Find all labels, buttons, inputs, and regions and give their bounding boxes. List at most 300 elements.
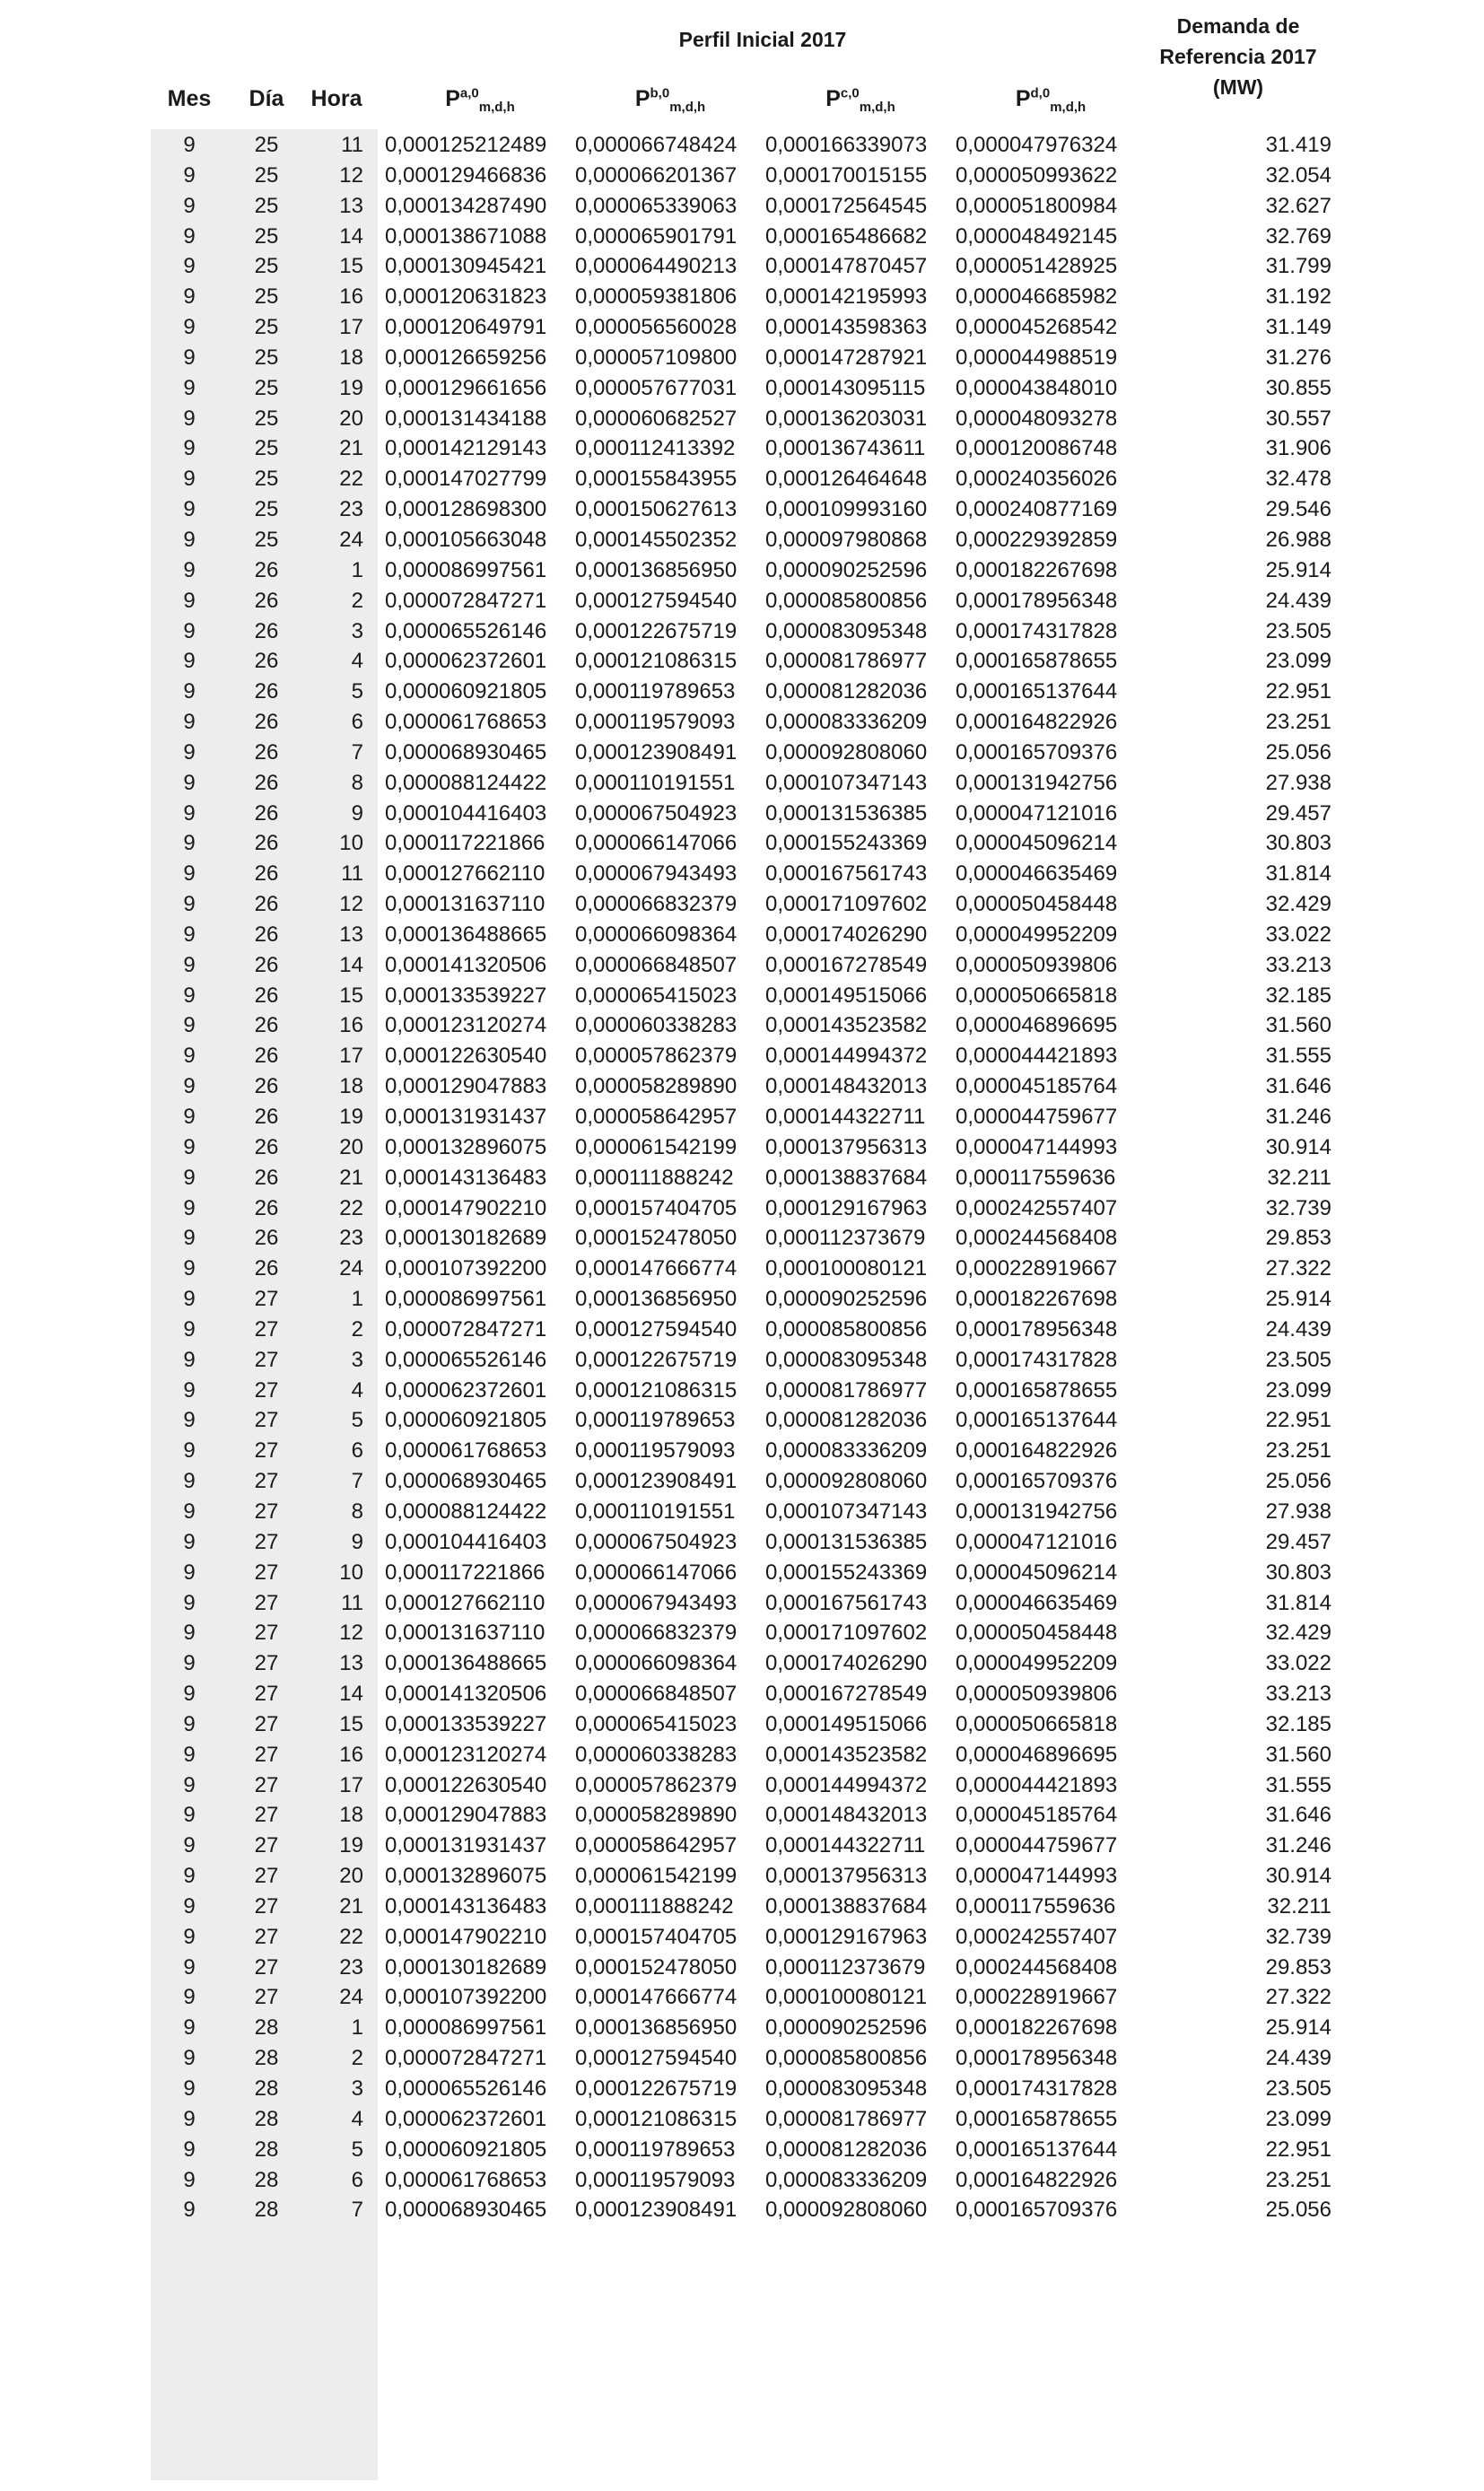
cell-pb: 0,000066832379: [575, 1621, 738, 1646]
table-row: [0, 555, 1484, 586]
cell-hora: 12: [339, 1621, 363, 1646]
cell-mes: 9: [183, 1772, 196, 1797]
cell-hora: 2: [351, 1316, 363, 1342]
cell-mes: 9: [183, 527, 196, 552]
cell-pb: 0,000067943493: [575, 861, 738, 887]
cell-pd: 0,000047144993: [956, 1864, 1118, 1889]
pd-sub: m,d,h: [1050, 100, 1087, 115]
cell-pa: 0,000143136483: [385, 1165, 547, 1190]
cell-pa: 0,000122630540: [385, 1044, 547, 1069]
cell-mes: 9: [183, 1954, 196, 1980]
cell-pd: 0,000044988519: [956, 345, 1118, 370]
cell-pc: 0,000174026290: [765, 922, 928, 947]
cell-dia: 26: [254, 588, 279, 613]
table-row: [0, 1163, 1484, 1193]
cell-dia: 26: [254, 557, 279, 582]
cell-dem: 29.457: [1265, 800, 1331, 826]
cell-dem: 22.951: [1265, 2137, 1331, 2162]
cell-pc: 0,000081786977: [765, 649, 928, 674]
cell-mes: 9: [183, 892, 196, 917]
cell-pd: 0,000050458448: [956, 892, 1118, 917]
pb-sup: b,0: [650, 85, 670, 101]
cell-pd: 0,000043848010: [956, 375, 1118, 400]
cell-pd: 0,000050993622: [956, 162, 1118, 188]
cell-hora: 1: [351, 1287, 363, 1312]
cell-pc: 0,000155243369: [765, 1560, 928, 1585]
cell-pc: 0,000085800856: [765, 1316, 928, 1342]
cell-pd: 0,000048093278: [956, 406, 1118, 431]
cell-pa: 0,000131637110: [385, 892, 546, 917]
table-row: [0, 1376, 1484, 1406]
cell-pa: 0,000129466836: [385, 162, 547, 188]
cell-dem: 31.560: [1265, 1013, 1331, 1038]
cell-mes: 9: [183, 1013, 196, 1038]
cell-hora: 17: [339, 1044, 363, 1069]
cell-pb: 0,000067504923: [575, 1529, 738, 1554]
cell-pa: 0,000132896075: [385, 1134, 547, 1159]
cell-dia: 25: [254, 497, 279, 522]
table-row: [0, 1132, 1484, 1163]
cell-pa: 0,000117221866: [385, 1560, 546, 1585]
cell-dia: 26: [254, 739, 279, 765]
cell-hora: 10: [339, 1560, 363, 1585]
cell-pb: 0,000157404705: [575, 1924, 738, 1949]
cell-pc: 0,000083095348: [765, 2076, 928, 2101]
cell-mes: 9: [183, 1044, 196, 1069]
cell-dia: 26: [254, 770, 279, 795]
table-row: [0, 2013, 1484, 2043]
cell-hora: 18: [339, 1803, 363, 1828]
cell-pc: 0,000090252596: [765, 2015, 928, 2041]
cell-pb: 0,000058289890: [575, 1803, 738, 1828]
cell-mes: 9: [183, 1529, 196, 1554]
cell-pa: 0,000065526146: [385, 2076, 547, 2101]
table-row: [0, 920, 1484, 950]
cell-pd: 0,000229392859: [956, 527, 1118, 552]
cell-pa: 0,000132896075: [385, 1864, 547, 1889]
cell-pb: 0,000147666774: [575, 1985, 738, 2010]
table-row: [0, 1466, 1484, 1497]
cell-pa: 0,000147902210: [385, 1195, 547, 1220]
cell-pb: 0,000059381806: [575, 284, 738, 310]
table-row: [0, 1709, 1484, 1740]
cell-dem: 31.560: [1265, 1742, 1331, 1767]
cell-pc: 0,000126464648: [765, 467, 928, 492]
cell-dia: 26: [254, 1165, 279, 1190]
cell-mes: 9: [183, 922, 196, 947]
table-row: [0, 1740, 1484, 1770]
cell-dem: 22.951: [1265, 1408, 1331, 1433]
cell-mes: 9: [183, 1803, 196, 1828]
cell-pd: 0,000242557407: [956, 1924, 1118, 1949]
cell-hora: 21: [339, 1165, 363, 1190]
cell-dia: 26: [254, 679, 279, 704]
cell-pd: 0,000240356026: [956, 467, 1118, 492]
cell-mes: 9: [183, 2076, 196, 2101]
cell-dem: 25.056: [1265, 739, 1331, 765]
cell-dem: 31.276: [1265, 345, 1331, 370]
cell-pb: 0,000057862379: [575, 1044, 738, 1069]
cell-pd: 0,000131942756: [956, 770, 1118, 795]
cell-dem: 23.099: [1265, 1377, 1331, 1403]
cell-pd: 0,000044759677: [956, 1105, 1118, 1129]
cell-hora: 6: [351, 2167, 363, 2192]
table-row: [0, 1254, 1484, 1284]
cell-dia: 26: [254, 1074, 279, 1099]
table-row: [0, 828, 1484, 859]
cell-pc: 0,000092808060: [765, 739, 928, 765]
cell-mes: 9: [183, 1985, 196, 2010]
cell-pd: 0,000165878655: [956, 1377, 1118, 1403]
cell-pc: 0,000172564545: [765, 193, 928, 218]
table-row: [0, 494, 1484, 525]
table-row: [0, 707, 1484, 738]
cell-dem: 29.853: [1265, 1954, 1331, 1980]
table-row: [0, 1770, 1484, 1801]
cell-pb: 0,000066832379: [575, 892, 738, 917]
cell-pd: 0,000051428925: [956, 254, 1118, 279]
table-row: [0, 1831, 1484, 1861]
cell-pa: 0,000107392200: [385, 1256, 547, 1281]
cell-pc: 0,000155243369: [765, 831, 928, 856]
pb-sub: m,d,h: [669, 100, 706, 115]
cell-pd: 0,000165709376: [956, 2198, 1118, 2223]
cell-pa: 0,000141320506: [385, 952, 547, 977]
cell-hora: 5: [351, 679, 363, 704]
cell-pc: 0,000083095348: [765, 618, 928, 643]
cell-dia: 27: [254, 1590, 279, 1615]
cell-pd: 0,000117559636: [956, 1893, 1116, 1919]
cell-pa: 0,000129047883: [385, 1074, 547, 1099]
cell-pd: 0,000165709376: [956, 739, 1118, 765]
table-row: [0, 130, 1484, 161]
cell-mes: 9: [183, 983, 196, 1008]
cell-pc: 0,000144994372: [765, 1772, 928, 1797]
cell-dia: 27: [254, 1833, 279, 1858]
cell-pb: 0,000155843955: [575, 467, 738, 492]
cell-mes: 9: [183, 679, 196, 704]
cell-dia: 25: [254, 436, 279, 461]
cell-pd: 0,000050939806: [956, 1682, 1118, 1707]
cell-dia: 25: [254, 284, 279, 310]
cell-pc: 0,000170015155: [765, 162, 928, 188]
cell-pd: 0,000240877169: [956, 497, 1118, 522]
cell-mes: 9: [183, 1499, 196, 1524]
cell-pb: 0,000145502352: [575, 527, 738, 552]
cell-pa: 0,000138671088: [385, 223, 547, 249]
cell-dia: 27: [254, 1711, 279, 1736]
cell-dia: 26: [254, 649, 279, 674]
table-row: [0, 1618, 1484, 1648]
cell-mes: 9: [183, 2046, 196, 2071]
cell-dem: 23.505: [1265, 618, 1331, 643]
cell-pc: 0,000083095348: [765, 1347, 928, 1372]
cell-dia: 27: [254, 1408, 279, 1433]
cell-pa: 0,000120649791: [385, 315, 547, 340]
cell-pd: 0,000120086748: [956, 436, 1118, 461]
cell-dem: 31.814: [1265, 861, 1331, 887]
cell-hora: 10: [339, 831, 363, 856]
cell-hora: 1: [351, 557, 363, 582]
cell-pb: 0,000066147066: [575, 1560, 738, 1585]
cell-mes: 9: [183, 1682, 196, 1707]
cell-pa: 0,000065526146: [385, 618, 547, 643]
cell-pb: 0,000058289890: [575, 1074, 738, 1099]
cell-mes: 9: [183, 2015, 196, 2041]
cell-dem: 25.914: [1265, 1287, 1331, 1312]
cell-pa: 0,000104416403: [385, 1529, 547, 1554]
cell-dem: 32.769: [1265, 223, 1331, 249]
cell-pd: 0,000165709376: [956, 1469, 1118, 1494]
table-row: [0, 1284, 1484, 1315]
cell-hora: 20: [339, 406, 363, 431]
cell-hora: 7: [351, 2198, 363, 2223]
cell-dem: 32.211: [1267, 1893, 1331, 1919]
cell-mes: 9: [183, 831, 196, 856]
cell-pb: 0,000136856950: [575, 1287, 738, 1312]
cell-mes: 9: [183, 436, 196, 461]
cell-pb: 0,000136856950: [575, 557, 738, 582]
cell-hora: 23: [339, 1226, 363, 1251]
table-row: [0, 312, 1484, 343]
cell-dia: 27: [254, 1499, 279, 1524]
cell-pa: 0,000061768653: [385, 710, 547, 735]
cell-pb: 0,000060338283: [575, 1742, 738, 1767]
cell-pd: 0,000228919667: [956, 1256, 1118, 1281]
table-row: [0, 1861, 1484, 1892]
cell-hora: 8: [351, 1499, 363, 1524]
cell-mes: 9: [183, 861, 196, 887]
cell-hora: 15: [339, 254, 363, 279]
cell-dem: 30.803: [1265, 1560, 1331, 1585]
cell-pc: 0,000090252596: [765, 1287, 928, 1312]
cell-pa: 0,000068930465: [385, 2198, 547, 2223]
cell-pd: 0,000178956348: [956, 1316, 1118, 1342]
cell-pb: 0,000123908491: [575, 739, 738, 765]
cell-pd: 0,000049952209: [956, 1651, 1118, 1676]
cell-pa: 0,000068930465: [385, 739, 547, 765]
cell-pc: 0,000149515066: [765, 1711, 928, 1736]
table-row: [0, 646, 1484, 677]
cell-hora: 6: [351, 1438, 363, 1464]
cell-dia: 27: [254, 1742, 279, 1767]
cell-pb: 0,000121086315: [575, 1377, 738, 1403]
cell-dia: 26: [254, 952, 279, 977]
cell-pb: 0,000066098364: [575, 922, 738, 947]
cell-pb: 0,000119579093: [575, 1438, 736, 1464]
cell-mes: 9: [183, 497, 196, 522]
cell-dem: 25.914: [1265, 2015, 1331, 2041]
pc-sub: m,d,h: [859, 100, 895, 115]
cell-pb: 0,000058642957: [575, 1833, 738, 1858]
cell-mes: 9: [183, 1316, 196, 1342]
cell-hora: 20: [339, 1864, 363, 1889]
cell-pa: 0,000123120274: [385, 1742, 547, 1767]
cell-mes: 9: [183, 618, 196, 643]
table-row: [0, 799, 1484, 829]
cell-pd: 0,000047976324: [956, 133, 1118, 157]
cell-pc: 0,000143598363: [765, 315, 928, 340]
cell-pa: 0,000062372601: [385, 649, 547, 674]
cell-pa: 0,000125212489: [385, 133, 547, 157]
cell-mes: 9: [183, 952, 196, 977]
cell-mes: 9: [183, 1165, 196, 1190]
cell-dem: 31.419: [1265, 133, 1331, 157]
cell-pc: 0,000144322711: [765, 1105, 926, 1129]
cell-dia: 25: [254, 345, 279, 370]
cell-pa: 0,000072847271: [385, 2046, 547, 2071]
cell-pb: 0,000127594540: [575, 1316, 738, 1342]
cell-pb: 0,000067504923: [575, 800, 738, 826]
table-row: [0, 1405, 1484, 1436]
cell-hora: 24: [339, 527, 363, 552]
cell-dem: 24.439: [1265, 588, 1331, 613]
cell-pc: 0,000083336209: [765, 710, 928, 735]
cell-dia: 27: [254, 1316, 279, 1342]
cell-dem: 24.439: [1265, 1316, 1331, 1342]
cell-hora: 16: [339, 1742, 363, 1767]
cell-pc: 0,000100080121: [765, 1985, 928, 2010]
cell-dia: 25: [254, 315, 279, 340]
cell-pb: 0,000060682527: [575, 406, 738, 431]
cell-dem: 30.914: [1265, 1864, 1331, 1889]
cell-dem: 23.251: [1265, 1438, 1331, 1464]
cell-pb: 0,000127594540: [575, 588, 738, 613]
cell-dem: 29.457: [1265, 1529, 1331, 1554]
cell-pb: 0,000119789653: [575, 679, 736, 704]
cell-pd: 0,000045096214: [956, 831, 1118, 856]
cell-dia: 26: [254, 618, 279, 643]
cell-dem: 33.022: [1265, 1651, 1331, 1676]
cell-hora: 6: [351, 710, 363, 735]
cell-pd: 0,000048492145: [956, 223, 1118, 249]
table-row: [0, 1071, 1484, 1102]
cell-mes: 9: [183, 770, 196, 795]
cell-mes: 9: [183, 1621, 196, 1646]
cell-pd: 0,000046896695: [956, 1013, 1118, 1038]
cell-hora: 5: [351, 1408, 363, 1433]
column-header-dia: Día: [249, 86, 284, 111]
cell-pa: 0,000131434188: [385, 406, 547, 431]
table-row: [0, 2165, 1484, 2196]
cell-pb: 0,000136856950: [575, 2015, 738, 2041]
table-row: [0, 1497, 1484, 1527]
cell-pc: 0,000167278549: [765, 952, 928, 977]
cell-dem: 32.185: [1265, 983, 1331, 1008]
cell-pc: 0,000129167963: [765, 1924, 928, 1949]
cell-hora: 2: [351, 588, 363, 613]
cell-dem: 32.429: [1265, 892, 1331, 917]
cell-pb: 0,000157404705: [575, 1195, 738, 1220]
cell-pd: 0,000046685982: [956, 284, 1118, 310]
cell-pb: 0,000119789653: [575, 2137, 736, 2162]
cell-dia: 26: [254, 800, 279, 826]
cell-pa: 0,000088124422: [385, 1499, 547, 1524]
cell-pd: 0,000182267698: [956, 557, 1118, 582]
cell-pa: 0,000062372601: [385, 1377, 547, 1403]
column-header-mes: Mes: [167, 86, 212, 111]
cell-pa: 0,000088124422: [385, 770, 547, 795]
cell-dem: 30.557: [1265, 406, 1331, 431]
cell-dem: 25.914: [1265, 557, 1331, 582]
cell-dia: 27: [254, 1924, 279, 1949]
cell-pd: 0,000165878655: [956, 649, 1118, 674]
cell-pc: 0,000083336209: [765, 1438, 928, 1464]
cell-pc: 0,000081786977: [765, 2106, 928, 2131]
cell-pd: 0,000164822926: [956, 1438, 1118, 1464]
table-row: [0, 161, 1484, 191]
cell-dia: 26: [254, 1013, 279, 1038]
cell-dia: 27: [254, 1621, 279, 1646]
cell-dem: 24.439: [1265, 2046, 1331, 2071]
cell-dem: 32.429: [1265, 1621, 1331, 1646]
cell-dia: 28: [254, 2167, 279, 2192]
cell-dem: 31.555: [1265, 1772, 1331, 1797]
cell-pb: 0,000066748424: [575, 133, 738, 157]
cell-hora: 16: [339, 284, 363, 310]
cell-dem: 33.022: [1265, 922, 1331, 947]
table-row: [0, 191, 1484, 222]
cell-pb: 0,000066848507: [575, 1682, 738, 1707]
cell-dia: 26: [254, 892, 279, 917]
cell-mes: 9: [183, 739, 196, 765]
cell-pb: 0,000060338283: [575, 1013, 738, 1038]
table-row: [0, 1102, 1484, 1132]
cell-hora: 24: [339, 1256, 363, 1281]
cell-mes: 9: [183, 1590, 196, 1615]
cell-pc: 0,000136743611: [765, 436, 926, 461]
cell-pd: 0,000242557407: [956, 1195, 1118, 1220]
cell-mes: 9: [183, 2167, 196, 2192]
cell-pc: 0,000147870457: [765, 254, 928, 279]
cell-hora: 13: [339, 1651, 363, 1676]
cell-pd: 0,000045096214: [956, 1560, 1118, 1585]
cell-dem: 23.251: [1265, 2167, 1331, 2192]
table-row: [0, 1648, 1484, 1679]
table-row: [0, 1982, 1484, 2013]
demand-header-line-1: Demanda de: [1176, 14, 1300, 38]
cell-pb: 0,000122675719: [575, 1347, 738, 1372]
pb-base: P: [634, 86, 650, 111]
cell-hora: 22: [339, 1924, 363, 1949]
cell-hora: 7: [351, 739, 363, 765]
cell-mes: 9: [183, 223, 196, 249]
cell-pb: 0,000065415023: [575, 983, 738, 1008]
column-header-pd: [956, 85, 1146, 115]
cell-pd: 0,000046896695: [956, 1742, 1118, 1767]
cell-mes: 9: [183, 1560, 196, 1585]
cell-hora: 3: [351, 1347, 363, 1372]
cell-mes: 9: [183, 406, 196, 431]
cell-pd: 0,000228919667: [956, 1985, 1118, 2010]
cell-mes: 9: [183, 284, 196, 310]
cell-pb: 0,000057677031: [575, 375, 738, 400]
cell-pc: 0,000085800856: [765, 2046, 928, 2071]
cell-pd: 0,000045185764: [956, 1803, 1118, 1828]
cell-pd: 0,000050939806: [956, 952, 1118, 977]
table-row: [0, 2195, 1484, 2225]
cell-hora: 15: [339, 1711, 363, 1736]
cell-hora: 11: [341, 133, 363, 157]
cell-pd: 0,000174317828: [956, 618, 1118, 643]
cell-pa: 0,000128698300: [385, 497, 547, 522]
cell-pb: 0,000122675719: [575, 2076, 738, 2101]
cell-mes: 9: [183, 1893, 196, 1919]
cell-mes: 9: [183, 193, 196, 218]
cell-pc: 0,000167561743: [765, 1590, 928, 1615]
table-row: [0, 373, 1484, 404]
cell-dia: 27: [254, 1864, 279, 1889]
